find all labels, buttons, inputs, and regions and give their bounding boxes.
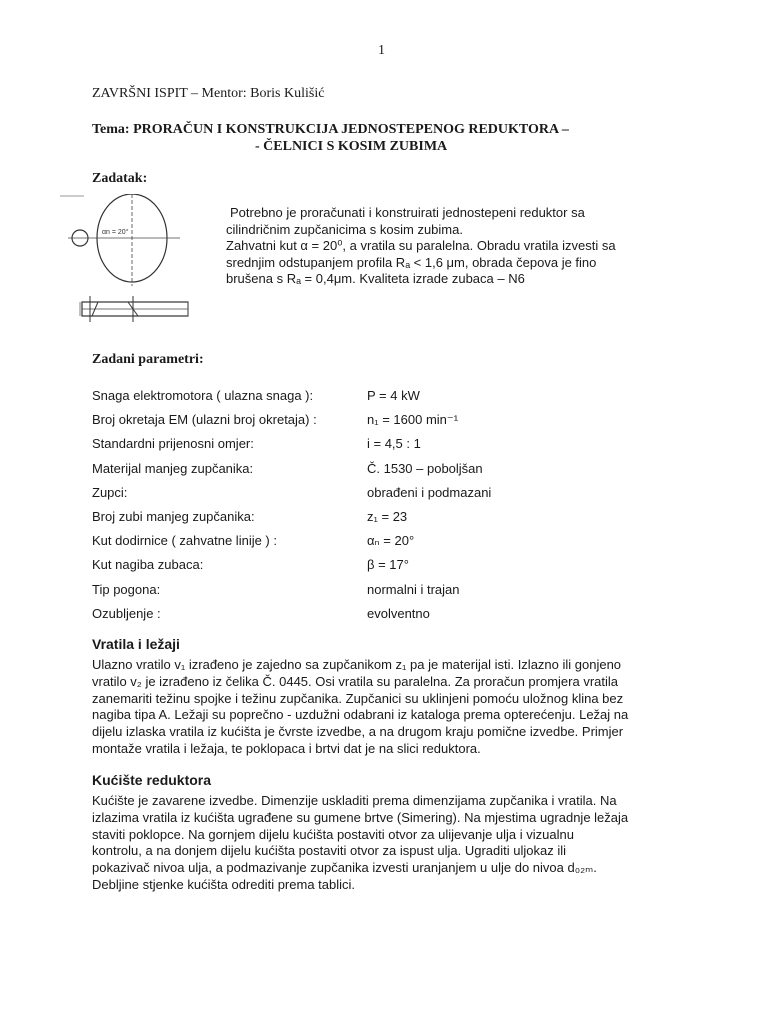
- topic-title: [92, 121, 692, 155]
- paragraph-line: staviti poklopce. Na gornjem dijelu kućišta postaviti otvor za ulijevanje ulja i vizualnu: [92, 826, 574, 842]
- gear-sketch-figure: [60, 194, 210, 334]
- zadani-parametri-heading: Zadani parametri:: [92, 352, 204, 367]
- parameter-row: [92, 461, 692, 485]
- paragraph-line: Kućište je zavarene izvedbe. Dimenzije uskladiti prema dimenzijama zupčanika i vratila. Na: [92, 793, 617, 808]
- parameter-label: Zupci:: [92, 484, 128, 500]
- parameter-label: Broj okretaja EM (ulazni broj okretaja) :: [92, 412, 317, 428]
- topic-line-2: - ČELNICI S KOSIM ZUBIMA: [255, 139, 448, 154]
- parameter-row: [92, 436, 692, 460]
- paragraph-line: Ulazno vratilo v₁ izrađeno je zajedno sa zupčanikom z₁ pa je materijal isti. Izlazno ili gonjeno: [92, 657, 622, 672]
- vratila-heading: Vratila i ležaji: [92, 636, 180, 652]
- parameter-value: αₙ = 20°: [367, 533, 415, 549]
- paragraph-line: zanemariti težinu spojke i težinu zupčanika. Zupčanici su uklinjeni pomoću uložnog klina bez: [92, 690, 624, 706]
- paragraph-line: montaže vratila i ležaja, te poklopaca i brtvi dat je na slici reduktora.: [92, 740, 481, 756]
- parameter-label: Ozubljenje :: [92, 605, 161, 621]
- parameter-label: Broj zubi manjeg zupčanika:: [92, 508, 255, 524]
- kuciste-text: [92, 793, 692, 894]
- page-number: 1: [378, 43, 385, 58]
- parameter-value: Č. 1530 – poboljšan: [367, 460, 483, 476]
- parameter-value: n₁ = 1600 min⁻¹: [367, 412, 459, 428]
- paragraph-line: vratilo v₂ je izrađeno iz čelika Č. 0445. Osi vratila su paralelna. Za proračun promjera vratila: [92, 673, 618, 689]
- parameter-row: [92, 557, 692, 581]
- parameter-label: Materijal manjeg zupčanika:: [92, 460, 254, 476]
- paragraph-line: Debljine stjenke kućišta odrediti prema tablici.: [92, 876, 356, 892]
- paragraph-line: izlazima vratila iz kućišta ugrađene su gumene brtve (Simering). Na mjestima ugradnje ležaja: [92, 809, 629, 825]
- parameter-value: normalni i trajan: [367, 581, 460, 597]
- task-line: srednjim odstupanjem profila Rₐ < 1,6 μm, obrada čepova je fino: [226, 254, 597, 270]
- parameter-label: Kut nagiba zubaca:: [92, 557, 204, 573]
- parameter-row: [92, 533, 692, 557]
- parameter-value: evolventno: [367, 605, 430, 621]
- parameter-row: [92, 582, 692, 606]
- task-line: cilindričnim zupčanicima s kosim zubima.: [226, 221, 463, 237]
- parameter-row: [92, 412, 692, 436]
- parameter-row: [92, 509, 692, 533]
- kuciste-heading: Kućište reduktora: [92, 772, 212, 788]
- parameter-value: P = 4 kW: [367, 388, 420, 403]
- paragraph-line: pokazivač nivoa ulja, a podmazivanje zupčanika izvesti uranjanjem u ulje do nivoa d₀₂ₘ.: [92, 860, 597, 876]
- parameter-row: [92, 485, 692, 509]
- parameter-label: Kut dodirnice ( zahvatne linije ) :: [92, 533, 277, 549]
- exam-header: ZAVRŠNI ISPIT – Mentor: Boris Kulišić: [92, 86, 325, 101]
- topic-line-1: PRORAČUN I KONSTRUKCIJA JEDNOSTEPENOG REDUKTORA –: [133, 122, 569, 137]
- parameter-value: β = 17°: [367, 557, 409, 573]
- parameter-row: [92, 388, 692, 412]
- vratila-text: [92, 657, 692, 758]
- parameter-label: Tip pogona:: [92, 581, 161, 597]
- task-line: brušena s Rₐ = 0,4μm. Kvaliteta izrade zubaca – N6: [226, 271, 525, 286]
- task-line: Potrebno je proračunati i konstruirati jednostepeni reduktor sa: [230, 205, 585, 220]
- topic-label: Tema:: [92, 122, 130, 137]
- task-description: [226, 205, 666, 288]
- zadatak-heading: Zadatak:: [92, 171, 148, 186]
- paragraph-line: nagiba tipa A. Ležaji su poprečno - uzdužni odabrani iz kataloga prema opterećenju. Ležaj na: [92, 707, 629, 723]
- parameter-value: obrađeni i podmazani: [367, 484, 492, 500]
- parameter-row: [92, 606, 692, 630]
- parameter-label: Snaga elektromotora ( ulazna snaga ):: [92, 388, 314, 403]
- paragraph-line: dijelu izlaska vratila iz kućišta je čvrste izvedbe, a na drugom kraju pomične izvedbe. Primjer: [92, 724, 624, 740]
- parameters-table: [92, 388, 692, 630]
- paragraph-line: kontrolu, a na donjem dijelu kućišta postaviti otvor za ispust ulja. Ugraditi uljokaz ili: [92, 843, 567, 859]
- parameter-value: z₁ = 23: [367, 508, 408, 524]
- parameter-value: i = 4,5 : 1: [367, 436, 421, 452]
- figure-angle-label: αn = 20°: [102, 229, 129, 236]
- task-line: Zahvatni kut α = 20⁰, a vratila su paralelna. Obradu vratila izvesti sa: [226, 238, 616, 253]
- parameter-label: Standardni prijenosni omjer:: [92, 436, 254, 452]
